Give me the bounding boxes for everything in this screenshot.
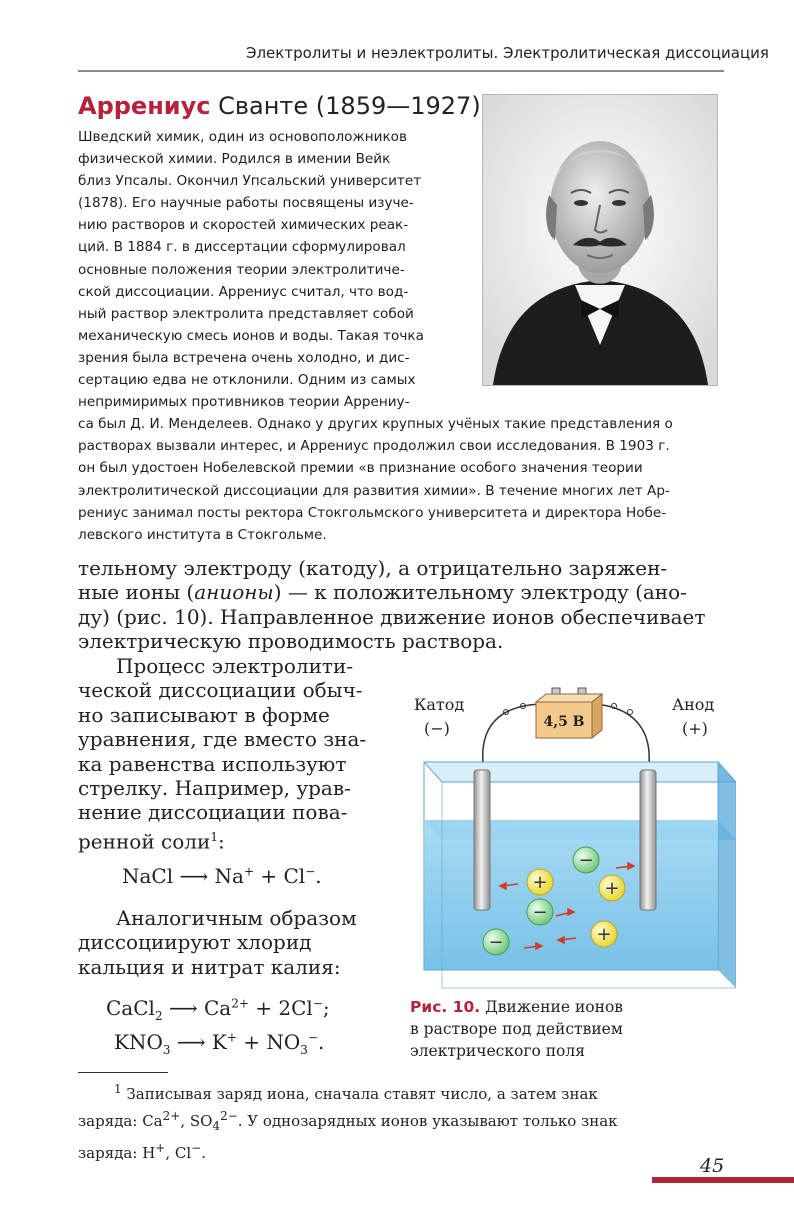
footnote-line	[78, 1137, 724, 1164]
para-line: ческой диссоциации обыч-	[78, 678, 363, 703]
anode-label: Анод	[672, 695, 715, 714]
footnote-number: 1	[114, 1082, 122, 1096]
footnote-text: Записывая заряд иона, сначала ставят число, а затем знак	[126, 1085, 598, 1103]
bio-line: ций. В 1884 г. в диссертации сформулировал	[78, 239, 406, 256]
arrow-icon: ⟶	[168, 996, 198, 1020]
para-line: Аналогичным образом	[116, 906, 357, 930]
footnote-sup: −	[191, 1141, 202, 1155]
footnote-rule	[78, 1072, 168, 1073]
footnote-line	[78, 1078, 724, 1105]
eq-charge: +	[243, 864, 255, 879]
header-rule	[78, 70, 724, 72]
bio-line: ный раствор электролита представляет собой	[78, 305, 414, 322]
footnote-text: , Cl	[165, 1144, 192, 1162]
anode-electrode	[640, 770, 656, 910]
eq-cation: Ca	[203, 996, 232, 1020]
caption-line: в растворе под действием	[410, 1020, 623, 1038]
bio-line: (1878). Его научные работы посвящены изуче-	[78, 195, 414, 212]
anion-sign: −	[578, 850, 594, 871]
bio-line: нию растворов и скоростей химических реак-	[78, 217, 409, 234]
para-line: стрелку. Например, урав-	[78, 776, 351, 801]
figure-ion-movement	[406, 680, 736, 990]
bio-line: основные положения теории электролитиче-	[78, 261, 405, 278]
eq-charge: +	[226, 1030, 237, 1045]
analogy-paragraph	[78, 906, 357, 979]
bio-line: ской диссоциации. Аррениус считал, что вод-	[78, 283, 409, 300]
footnote-sup: 2+	[162, 1109, 181, 1123]
eq-subscript: 2	[154, 1009, 163, 1023]
para-line: диссоциируют хлорид	[78, 930, 312, 955]
para-text-run: :	[217, 829, 225, 854]
page-number: 45	[700, 1155, 725, 1177]
caption-line: электрического поля	[410, 1042, 586, 1060]
footnote-text: заряда: H	[78, 1144, 156, 1162]
equation-nacl	[122, 864, 322, 888]
bio-line: зрения была встречена очень холодно, и дис-	[78, 349, 410, 366]
bio-line: са был Д. И. Менделеев. Однако у других крупных учёных такие представления о	[78, 416, 673, 433]
eq-anion: 2Cl	[278, 996, 313, 1020]
cation-sign: +	[596, 924, 612, 945]
main-text-run: ные ионы (	[78, 580, 195, 605]
footnote-text: . У однозарядных ионов указывают только знак	[237, 1112, 618, 1130]
cation-sign: +	[604, 878, 620, 899]
bio-line: рениус занимал посты ректора Стокгольмского университета и директора Нобе-	[78, 504, 667, 521]
main-line: тельному электроду (катоду), а отрицательно заряжен-	[78, 556, 668, 580]
footnote-sup: 2−	[220, 1109, 238, 1123]
eq-reactant: NaCl	[122, 864, 174, 888]
bio-line: механическую смесь ионов и воды. Такая точка	[78, 327, 424, 344]
bio-line: левского института в Стокгольме.	[78, 526, 327, 543]
footnote-text: .	[201, 1144, 206, 1162]
footnote-text: заряда: Ca	[78, 1112, 163, 1130]
cathode-electrode	[474, 770, 490, 910]
dissociation-paragraph	[78, 654, 366, 854]
eq-reactant: CaCl	[106, 996, 155, 1020]
eq-subscript: 3	[162, 1043, 171, 1057]
eq-end: .	[315, 864, 322, 888]
anion-sign: −	[488, 932, 504, 953]
para-line: кальция и нитрат калия:	[78, 954, 341, 979]
para-line: но записывают в форме	[78, 702, 330, 727]
bio-text	[78, 126, 728, 546]
caption-text: Движение ионов	[485, 998, 623, 1016]
para-line	[78, 825, 366, 854]
bio-line: он был удостоен Нобелевской премии «в признание особого значения теории	[78, 460, 643, 477]
cathode-label: Катод	[414, 695, 465, 714]
eq-plus: +	[236, 1030, 267, 1054]
eq-cation: Na	[214, 864, 244, 888]
solution	[424, 820, 718, 970]
eq-plus: +	[248, 996, 279, 1020]
anode-sign: (+)	[682, 719, 708, 738]
footnote-text: , SO	[180, 1112, 213, 1130]
arrow-icon: ⟶	[176, 1030, 206, 1054]
equation-kno3	[114, 1030, 324, 1057]
main-line	[78, 580, 705, 604]
figure-caption	[410, 996, 623, 1062]
eq-end: .	[317, 1030, 325, 1054]
caption-line	[410, 996, 623, 1018]
eq-charge: 2+	[231, 996, 249, 1011]
equation-cacl2	[106, 996, 330, 1023]
footnote-line	[78, 1105, 724, 1137]
main-text-run: ) — к положительному электроду (ано-	[273, 580, 687, 605]
bio-line: Шведский химик, один из основоположников	[78, 129, 407, 145]
battery	[536, 688, 602, 738]
main-line: электрическую проводимость раствора.	[78, 629, 504, 654]
bio-name-years: Сванте (1859—1927)	[218, 92, 481, 120]
eq-reactant: KNO	[114, 1030, 163, 1054]
para-line: Процесс электролити-	[116, 654, 354, 678]
eq-charge: −	[305, 864, 316, 879]
eq-anion: NO	[266, 1030, 301, 1054]
footnote-sub: 4	[212, 1119, 221, 1133]
eq-plus: +	[254, 864, 284, 888]
bio-line: электролитической диссоциации для развития химии». В течение многих лет Ар-	[78, 482, 670, 499]
vessel-top	[424, 762, 736, 782]
footnote	[78, 1078, 724, 1164]
arrow-icon: ⟶	[179, 864, 209, 888]
term-anions: анионы	[194, 580, 274, 605]
figure-diagram	[406, 680, 736, 990]
main-paragraph	[78, 556, 705, 654]
eq-cation: K	[211, 1030, 227, 1054]
cathode-sign: (−)	[424, 719, 450, 738]
para-line: нение диссоциации пова-	[78, 800, 348, 825]
battery-voltage: 4,5 В	[543, 714, 585, 730]
eq-end: ;	[322, 996, 330, 1020]
footnote-sup: +	[155, 1141, 166, 1155]
bio-surname: Аррениус	[78, 92, 211, 120]
bio-line: сертацию едва не отклонили. Одним из самых	[78, 372, 416, 389]
para-text-run: ренной соли	[78, 829, 211, 854]
caption-label: Рис. 10.	[410, 998, 481, 1016]
running-header: Электролиты и неэлектролиты. Электролитическая диссоциация	[246, 44, 769, 62]
footnote-ref: 1	[210, 829, 218, 844]
main-line: ду) (рис. 10). Направленное движение ионов обеспечивает	[78, 604, 706, 629]
eq-charge: −	[312, 996, 323, 1011]
anion-sign: −	[532, 902, 548, 923]
bio-line: непримиримых противников теории Аррениу-	[78, 394, 410, 411]
bio-line: близ Упсалы. Окончил Упсальский университет	[78, 173, 422, 190]
bio-line: физической химии. Родился в имении Вейк	[78, 151, 391, 168]
bio-title	[78, 92, 481, 120]
para-line: ка равенства используют	[78, 751, 347, 776]
para-line: уравнения, где вместо зна-	[78, 727, 367, 752]
bio-line: растворах вызвали интерес, и Аррениус продолжил свои исследования. В 1903 г.	[78, 438, 670, 455]
eq-subscript: 3	[300, 1043, 308, 1057]
cation-sign: +	[532, 872, 548, 893]
eq-anion: Cl	[283, 864, 306, 888]
eq-charge: −	[307, 1030, 318, 1045]
page-accent-bar	[652, 1177, 794, 1183]
